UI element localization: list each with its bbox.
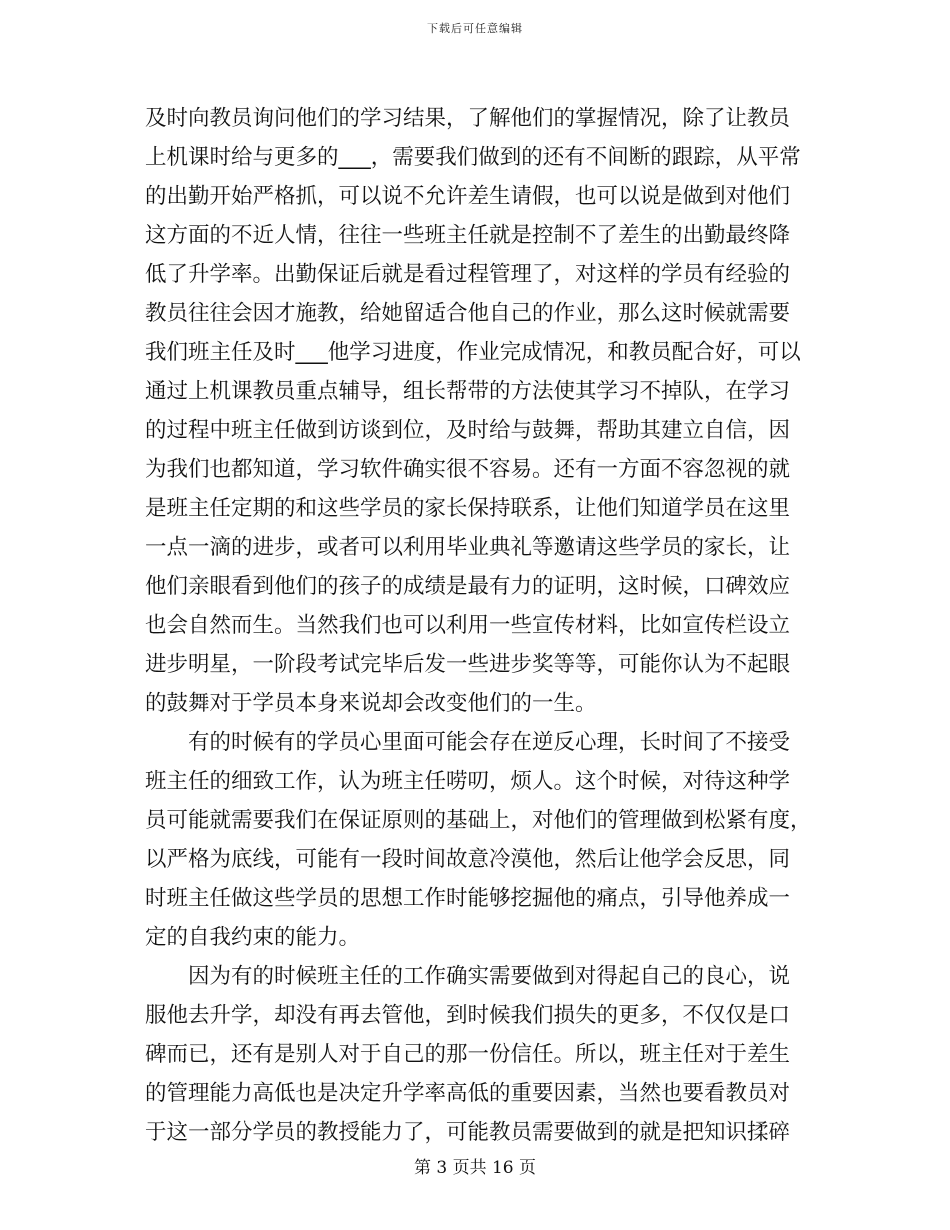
text-line: 及时向教员询问他们的学习结果，了解他们的掌握情况，除了让教员	[145, 106, 791, 131]
text-line: 有的时候有的学员心里面可能会存在逆反心理，长时间了不接受	[188, 730, 791, 755]
page-footer: 第 3 页共 16 页	[413, 1158, 537, 1178]
text-line: 的管理能力高低也是决定升学率高低的重要因素，当然也要看教员对	[145, 1081, 791, 1106]
text-line: 一点一滴的进步，或者可以利用毕业典礼等邀请这些学员的家长，让	[145, 535, 791, 560]
text-line: 教员往往会因才施教，给她留适合他自己的作业，那么这时候就需要	[145, 301, 791, 326]
text-line: 他们亲眼看到他们的孩子的成绩是最有力的证明，这时候，口碑效应	[145, 574, 791, 599]
text-line: 是班主任定期的和这些学员的家长保持联系，让他们知道学员在这里	[145, 496, 791, 521]
text-line: 因为有的时候班主任的工作确实需要做到对得起自己的良心，说	[188, 964, 791, 989]
text-line: 员可能就需要我们在保证原则的基础上，对他们的管理做到松紧有度，	[145, 808, 812, 833]
text-line: 通过上机课教员重点辅导，组长帮带的方法使其学习不掉队，在学习	[145, 379, 791, 404]
page-header: 下载后可任意编辑	[427, 22, 523, 35]
text-line: 上机课时给与更多的___，需要我们做到的还有不间断的跟踪，从平常	[145, 145, 801, 170]
text-line: 于这一部分学员的教授能力了，可能教员需要做到的就是把知识揉碎	[145, 1120, 791, 1145]
text-line: 的出勤开始严格抓，可以说不允许差生请假，也可以说是做到对他们	[145, 184, 791, 209]
text-line: 碑而已，还有是别人对于自己的那一份信任。所以，班主任对于差生	[145, 1042, 791, 1067]
text-line: 服他去升学，却没有再去管他，到时候我们损失的更多，不仅仅是口	[145, 1003, 791, 1028]
text-line: 低了升学率。出勤保证后就是看过程管理了，对这样的学员有经验的	[145, 262, 791, 287]
text-line: 也会自然而生。当然我们也可以利用一些宣传材料，比如宣传栏设立	[145, 613, 791, 638]
text-line: 这方面的不近人情，往往一些班主任就是控制不了差生的出勤最终降	[145, 223, 791, 248]
text-line: 我们班主任及时___他学习进度，作业完成情况，和教员配合好，可以	[145, 340, 801, 365]
text-line: 的过程中班主任做到访谈到位，及时给与鼓舞，帮助其建立自信，因	[145, 418, 791, 443]
text-line: 的鼓舞对于学员本身来说却会改变他们的一生。	[145, 691, 597, 716]
text-line: 班主任的细致工作，认为班主任唠叨，烦人。这个时候，对待这种学	[145, 769, 791, 794]
text-line: 定的自我约束的能力。	[145, 925, 361, 950]
text-line: 以严格为底线，可能有一段时间故意冷漠他，然后让他学会反思，同	[145, 847, 791, 872]
text-line: 时班主任做这些学员的思想工作时能够挖掘他的痛点，引导他养成一	[145, 886, 791, 911]
text-line: 为我们也都知道，学习软件确实很不容易。还有一方面不容忽视的就	[145, 457, 791, 482]
text-line: 进步明星，一阶段考试完毕后发一些进步奖等等，可能你认为不起眼	[145, 652, 791, 677]
